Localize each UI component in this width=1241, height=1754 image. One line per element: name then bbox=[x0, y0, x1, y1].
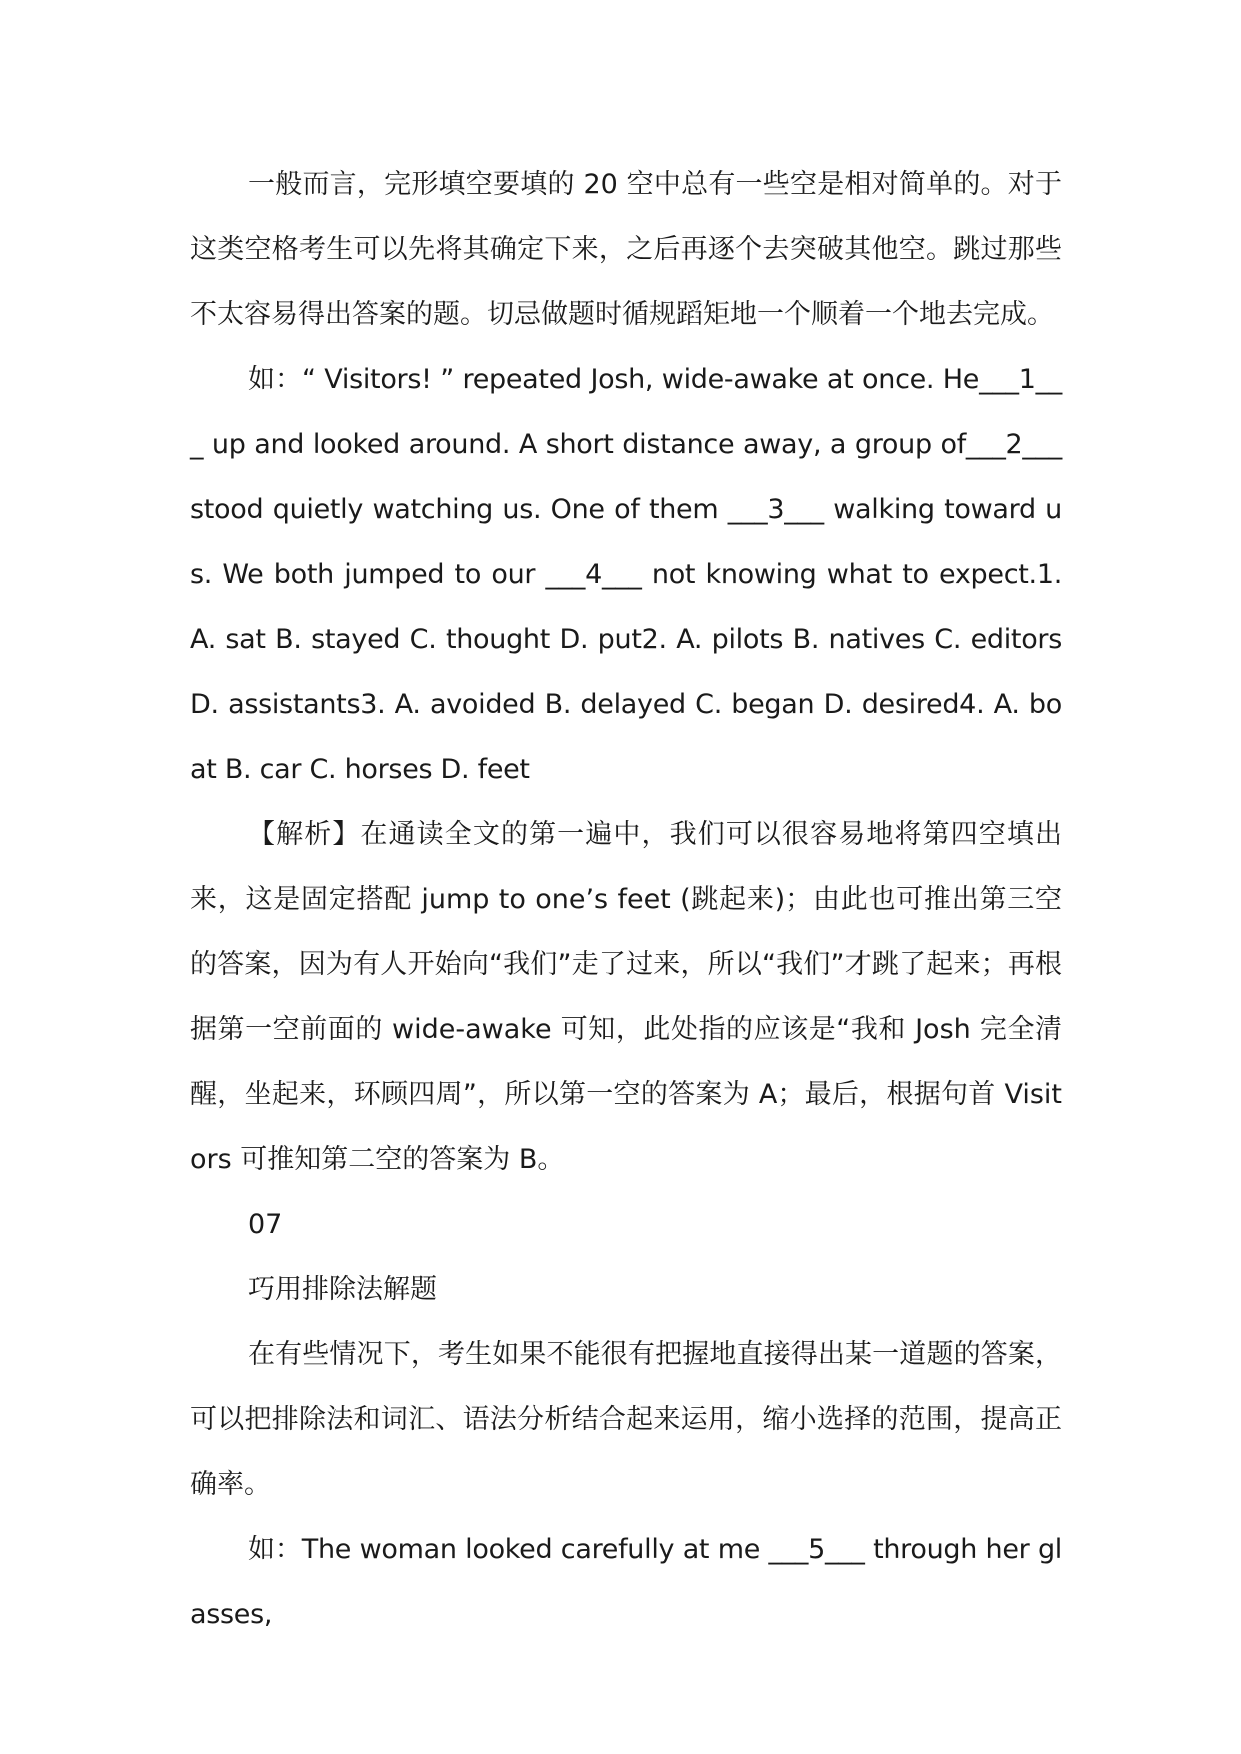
paragraph-example-2: 如：The woman looked carefully at me ___5___ through her glasses, bbox=[190, 1534, 1062, 1630]
paragraph-intro: 一般而言，完形填空要填的 20 空中总有一些空是相对简单的。对于这类空格考生可以先将其确定下来，之后再逐个去突破其他空。跳过那些不太容易得出答案的题。切忌做题时循规蹈矩地一个顺着一个地去完成。 bbox=[190, 169, 1062, 330]
paragraph-elimination: 在有些情况下，考生如果不能很有把握地直接得出某一道题的答案，可以把排除法和词汇、语法分析结合起来运用，缩小选择的范围，提高正确率。 bbox=[190, 1339, 1062, 1500]
section-heading: 巧用排除法解题 bbox=[248, 1274, 437, 1305]
section-number: 07 bbox=[248, 1209, 283, 1240]
document-body bbox=[190, 152, 1062, 1647]
paragraph-analysis: 【解析】在通读全文的第一遍中，我们可以很容易地将第四空填出来，这是固定搭配 jump to one’s feet (跳起来)；由此也可推出第三空的答案，因为有人开始向“我们”走了过来，所以“我们”才跳了起来；再根据第一空前面的 wide-awake 可知，此处指的应该是“我和 Josh 完全清醒，坐起来，环顾四周”，所以第一空的答案为 A；最后，根据句首 Visitors 可推知第二空的答案为 B。 bbox=[190, 819, 1062, 1175]
paragraph-example-1: 如：“ Visitors! ” repeated Josh, wide-awake at once. He___1___ up and looked around. A short distance away, a group of___2___ stood quietly watching us. One of them ___3___ walking toward us. We both jumped to our ___4___ not knowing what to expect.1. A. sat B. stayed C. thought D. put2. A. pilots B. natives C. editors D. assistants3. A. avoided B. delayed C. began D. desired4. A. boat B. car C. horses D. feet bbox=[190, 364, 1062, 785]
